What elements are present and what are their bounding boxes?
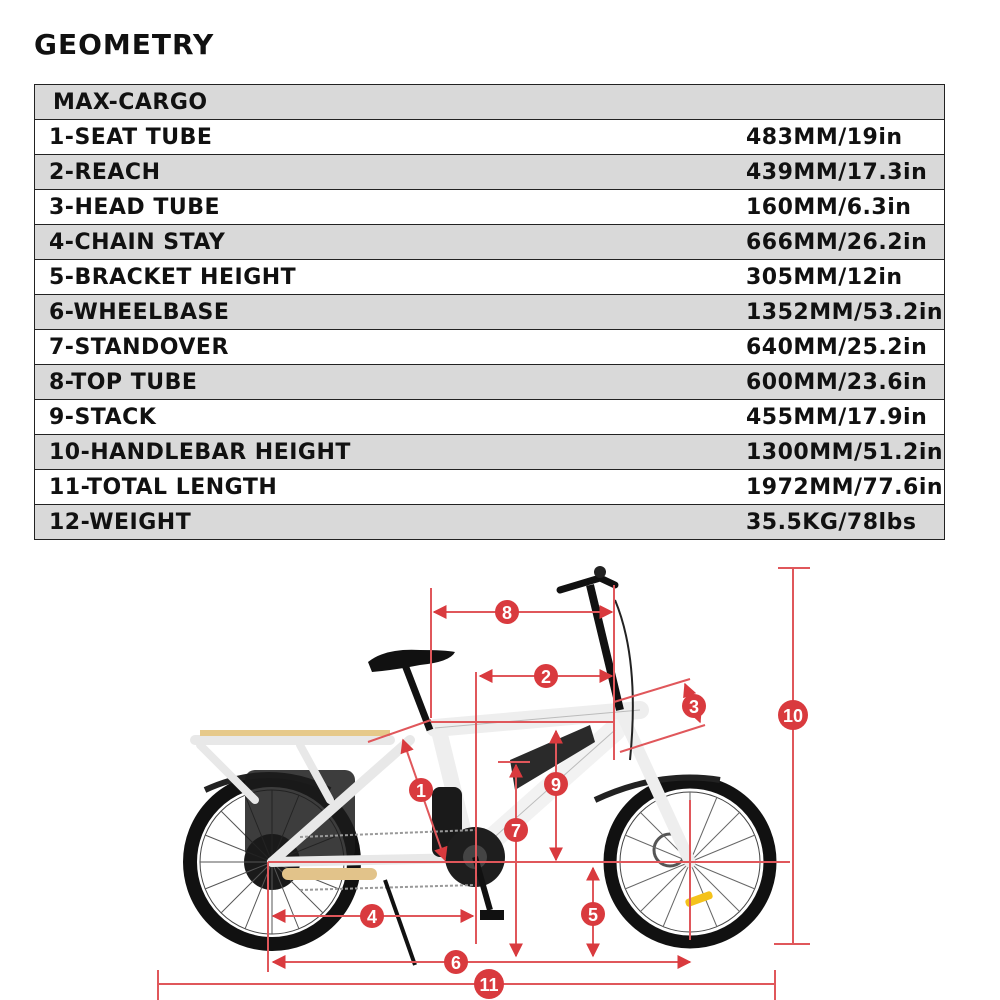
svg-text:9: 9 [550,775,562,795]
marker-11 [474,969,504,999]
marker-10 [778,700,808,730]
row-value: 1972MM/77.6in [746,470,945,505]
row-value: 1352MM/53.2in [746,295,945,330]
row-value: 600MM/23.6in [746,365,945,400]
geometry-table [34,84,945,540]
table-row [35,155,945,190]
row-value: 439MM/17.3in [746,155,945,190]
table-row [35,190,945,225]
table-header-row [35,85,945,120]
svg-text:2: 2 [540,667,552,687]
page-title: GEOMETRY [34,28,215,61]
model-name: MAX-CARGO [35,85,945,120]
table-row [35,295,945,330]
row-value: 160MM/6.3in [746,190,945,225]
marker-2 [534,664,558,688]
svg-text:11: 11 [479,975,499,995]
svg-text:8: 8 [501,603,513,623]
table-row [35,120,945,155]
marker-5 [581,902,605,926]
row-label: 3-HEAD TUBE [35,190,747,225]
table-row [35,505,945,540]
row-label: 5-BRACKET HEIGHT [35,260,747,295]
table-row [35,435,945,470]
marker-3 [682,694,706,718]
marker-1 [409,778,433,802]
svg-text:6: 6 [450,953,462,973]
table-row [35,470,945,505]
marker-7 [504,818,528,842]
table-row [35,400,945,435]
row-label: 12-WEIGHT [35,505,747,540]
row-value: 640MM/25.2in [746,330,945,365]
marker-9 [544,772,568,796]
row-label: 9-STACK [35,400,747,435]
row-label: 10-HANDLEBAR HEIGHT [35,435,747,470]
table-row [35,365,945,400]
row-value: 455MM/17.9in [746,400,945,435]
row-label: 2-REACH [35,155,747,190]
row-label: 1-SEAT TUBE [35,120,747,155]
row-value: 305MM/12in [746,260,945,295]
row-value: 483MM/19in [746,120,945,155]
row-value: 666MM/26.2in [746,225,945,260]
svg-text:3: 3 [688,697,700,717]
svg-text:4: 4 [366,907,378,927]
table-row [35,330,945,365]
footboard [282,868,377,880]
row-label: 7-STANDOVER [35,330,747,365]
bike-illustration [190,566,770,965]
marker-8 [495,600,519,624]
saddle [368,650,455,672]
table-row [35,225,945,260]
row-value: 35.5KG/78lbs [746,505,945,540]
svg-text:1: 1 [415,781,427,801]
bike-geometry-diagram [0,555,1000,1000]
marker-4 [360,904,384,928]
row-label: 4-CHAIN STAY [35,225,747,260]
svg-text:7: 7 [510,821,522,841]
svg-text:10: 10 [782,706,804,726]
cargo-deck [200,730,390,736]
row-value: 1300MM/51.2in [746,435,945,470]
row-label: 11-TOTAL LENGTH [35,470,747,505]
table-row [35,260,945,295]
marker-6 [444,950,468,974]
row-label: 8-TOP TUBE [35,365,747,400]
row-label: 6-WHEELBASE [35,295,747,330]
svg-text:5: 5 [587,905,599,925]
